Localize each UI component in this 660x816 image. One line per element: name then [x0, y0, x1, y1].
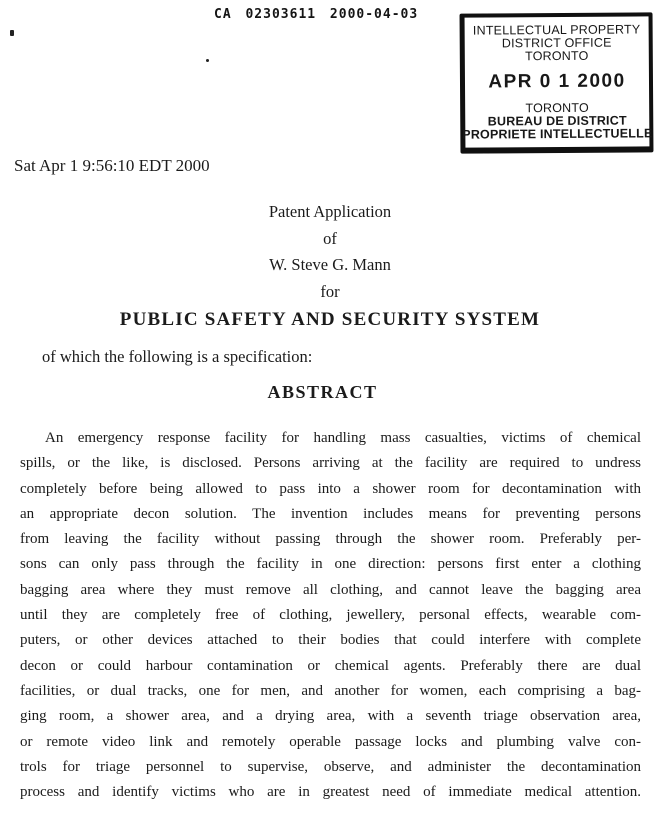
abstract-line: An emergency response facility for handling mass casualties, victims of chemical [45, 430, 641, 446]
stamp-office-line-fr: PROPRIETE INTELLECTUELLE [462, 125, 653, 142]
ca-publication-number: CA 02303611 2000-04-03 [214, 7, 419, 22]
scan-speck [10, 30, 14, 36]
abstract-line: sons can only pass through the facility in one direction: persons first enter a clothing [20, 556, 641, 573]
title-block [0, 199, 660, 334]
stamp-office-line: DISTRICT OFFICE [501, 35, 612, 50]
stamp-office-line-fr: TORONTO [525, 100, 589, 115]
abstract-line: until they are completely free of clothing, jewellery, personal effects, wearable com- [20, 607, 641, 624]
patent-application-line: Patent Application [268, 202, 392, 221]
stamp-office-line: TORONTO [525, 48, 589, 63]
stamp-date: APR 0 1 2000 [488, 70, 626, 92]
abstract-line: facilities, or dual tracks, one for men, and another for women, each comprising a bag- [20, 682, 641, 699]
for-line: for [320, 281, 340, 301]
intellectual-property-stamp [460, 12, 654, 153]
scan-speck [206, 59, 209, 62]
abstract-line: process and identify victims who are in greatest need of immediate medical attention. [20, 784, 641, 801]
abstract-line: an appropriate decon solution. The invention includes means for preventing persons [20, 505, 641, 522]
stamp-office-line-fr: BUREAU DE DISTRICT [487, 113, 627, 128]
patent-title: PUBLIC SAFETY AND SECURITY SYSTEM [119, 309, 541, 330]
stamp-office-line: INTELLECTUAL PROPERTY [472, 21, 641, 38]
abstract-line: spills, or the like, is disclosed. Persons arriving at the facility are required to undress [20, 455, 641, 472]
abstract-line: ging room, a shower area, and a drying area, with a seventh triage observation area, [20, 708, 641, 725]
applicant-name: W. Steve G. Mann [269, 255, 391, 274]
abstract-line: or remote video link and remotely operable passage locks and plumbing valve con- [20, 733, 641, 750]
abstract-line: from leaving the facility without passing through the shower room. Preferably per- [20, 531, 641, 548]
abstract-line: decon or could harbour contamination or chemical agents. Preferably there are dual [20, 657, 641, 674]
abstract-line: trols for triage personnel to supervise, observe, and administer the decontamination [20, 758, 641, 775]
of-line: of [323, 228, 337, 248]
abstract-paragraph [20, 426, 641, 805]
abstract-line: puters, or other devices attached to their bodies that could interfere with complete [20, 632, 641, 649]
specification-line: of which the following is a specification: [42, 347, 313, 366]
scan-timestamp: Sat Apr 1 9:56:10 EDT 2000 [14, 156, 210, 175]
abstract-heading: ABSTRACT [267, 382, 378, 402]
abstract-line: bagging area where they must remove all clothing, and cannot leave the bagging area [20, 581, 641, 598]
abstract-line: completely before being allowed to pass into a shower room for decontamination with [20, 480, 641, 497]
